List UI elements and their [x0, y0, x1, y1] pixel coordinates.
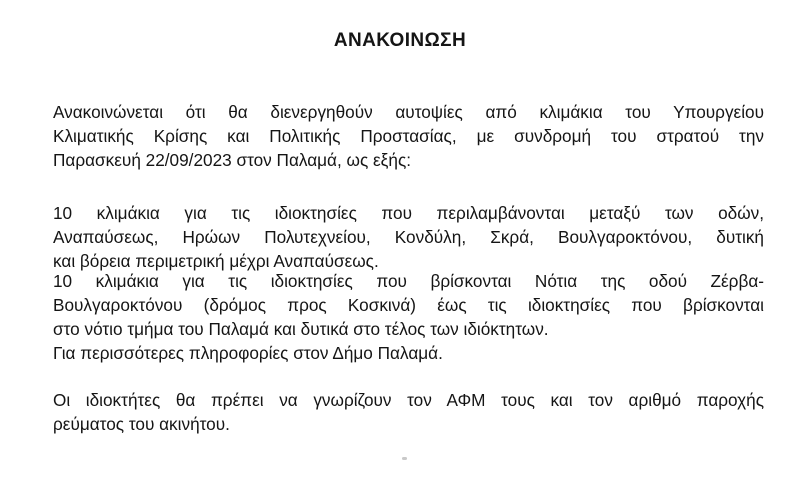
intro-line: Κλιματικής Κρίσης και Πολιτικής Προστασίας, με συνδρομή του στρατού την — [53, 126, 764, 146]
closing-line: ρεύματος του ακινήτου. — [53, 414, 230, 434]
item2-line: στο νότιο τμήμα του Παλαμά και δυτικά στο τέλος των ιδιόκτητων. — [53, 319, 549, 339]
item2-line: 10 κλιμάκια για τις ιδιοκτησίες που βρίσκονται Νότια της οδού Ζέρβα- — [53, 271, 764, 291]
closing-line: Οι ιδιοκτήτες θα πρέπει να γνωρίζουν τον ΑΦΜ τους και τον αριθμό παροχής — [53, 390, 764, 410]
document-title: ΑΝΑΚΟΙΝΩΣΗ — [333, 30, 467, 51]
info-line: Για περισσότερες πληροφορίες στον Δήμο Παλαμά. — [53, 343, 443, 363]
item1-line: και βόρεια περιμετρική μέχρι Αναπαύσεως. — [53, 251, 379, 271]
intro-line: Ανακοινώνεται ότι θα διενεργηθούν αυτοψίες από κλιμάκια του Υπουργείου — [53, 102, 764, 122]
intro-line: Παρασκευή 22/09/2023 στον Παλαμά, ως εξής: — [53, 150, 411, 170]
item1-line: 10 κλιμάκια για τις ιδιοκτησίες που περιλαμβάνονται μεταξύ των οδών, — [53, 203, 764, 223]
scan-speck — [402, 457, 407, 460]
item1-line: Αναπαύσεως, Ηρώων Πολυτεχνείου, Κονδύλη, Σκρά, Βουλγαροκτόνου, δυτική — [53, 227, 764, 247]
item2-line: Βουλγαροκτόνου (δρόμος προς Κοσκινά) έως τις ιδιοκτησίες που βρίσκονται — [53, 295, 764, 315]
